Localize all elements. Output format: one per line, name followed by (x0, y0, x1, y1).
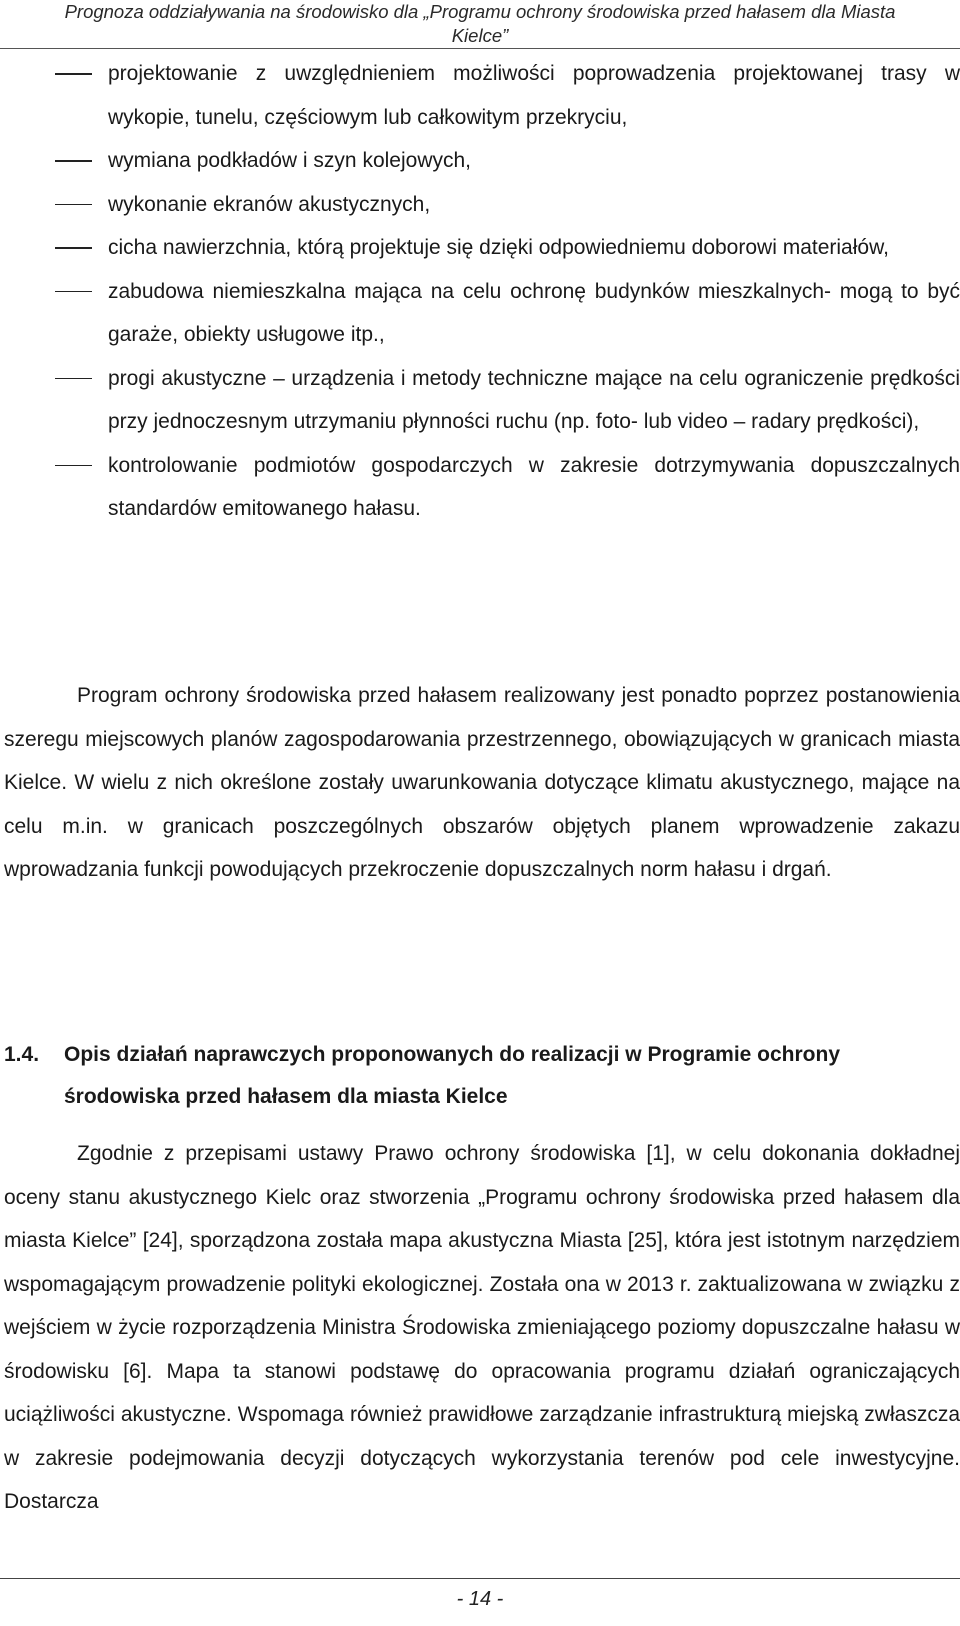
dash-bullet-icon (55, 378, 92, 380)
section-heading (4, 1034, 904, 1117)
list-item-text: cicha nawierzchnia, którą projektuje się dzięki odpowiedniemu doborowi materiałów, (108, 236, 889, 259)
header-title-line2: Kielce” (451, 25, 509, 46)
list-item (0, 444, 960, 531)
header-title-line1: Prognoza oddziaływania na środowisko dla „Programu ochrony środowiska przed hałasem dla Miasta (64, 1, 896, 22)
page-number: - 14 - (456, 1588, 504, 1610)
dash-bullet-icon (55, 247, 92, 249)
list-item (0, 357, 960, 444)
page-header (0, 0, 960, 48)
list-item-text: wymiana podkładów i szyn kolejowych, (108, 149, 471, 172)
section-number: 1.4. (4, 1043, 40, 1066)
section-title: Opis działań naprawczych proponowanych do realizacji w Programie ochrony środowiska przed hałasem dla miasta Kielce (64, 1043, 841, 1108)
list-item-text: wykonanie ekranów akustycznych, (108, 192, 431, 216)
dash-bullet-icon (55, 204, 92, 206)
list-item-text: kontrolowanie podmiotów gospodarczych w zakresie dotrzymywania dopuszczalnych standardów emitowanego hałasu. (108, 453, 960, 520)
header-divider (0, 48, 960, 49)
body-paragraph: Zgodnie z przepisami ustawy Prawo ochrony środowiska [1], w celu dokonania dokładnej oceny stanu akustycznego Kielc oraz stworzenia „Programu ochrony środowiska przed hałasem dla miasta Kielce” [24], sporządzona została mapa akustyczna Miasta [25], która jest istotnym narzędziem wspomagającym prowadzenie polityki ekologicznej. Została ona w 2013 r. zaktualizowana w związku z wejściem w życie rozporządzenia Ministra Środowiska zmieniającego poziomy dopuszczalne hałasu w środowisku [6]. Mapa ta stanowi podstawę do opracowania programu działań ograniczających uciążliwości akustyczne. Wspomaga również prawidłowe zarządzanie infrastrukturą miejską zwłaszcza w zakresie podejmowania decyzji dotyczących wykorzystania terenów pod cele inwestycyjne. Dostarcza (4, 1142, 960, 1513)
list-item (0, 52, 960, 139)
list-item (0, 226, 960, 270)
list-item (0, 270, 960, 357)
dash-bullet-icon (55, 291, 92, 293)
list-item-text: projektowanie z uwzględnieniem możliwości poprowadzenia projektowanej trasy w wykopie, tunelu, częściowym lub całkowitym przekryciu, (108, 62, 960, 129)
list-item (0, 183, 960, 227)
bullet-list (0, 52, 960, 531)
dash-bullet-icon (55, 160, 92, 162)
dash-bullet-icon (55, 465, 92, 467)
list-item-text: progi akustyczne – urządzenia i metody techniczne mające na celu ograniczenie prędkości przy jednoczesnym utrzymaniu płynności ruchu (np. foto- lub video – radary prędkości), (108, 366, 960, 433)
footer-divider (0, 1578, 960, 1579)
list-item (0, 139, 960, 183)
body-paragraph: Program ochrony środowiska przed hałasem realizowany jest ponadto poprzez postanowienia szeregu miejscowych planów zagospodarowania przestrzennego, obowiązujących w granicach miasta Kielce. W wielu z nich określone zostały uwarunkowania dotyczące klimatu akustycznego, mające na celu m.in. w granicach poszczególnych obszarów objętych planem wprowadzenie zakazu wprowadzania funkcji powodujących przekroczenie dopuszczalnych norm hałasu i drgań. (4, 684, 960, 881)
dash-bullet-icon (55, 73, 92, 75)
list-item-text: zabudowa niemieszkalna mająca na celu ochronę budynków mieszkalnych- mogą to być garaże, obiekty usługowe itp., (108, 279, 960, 346)
